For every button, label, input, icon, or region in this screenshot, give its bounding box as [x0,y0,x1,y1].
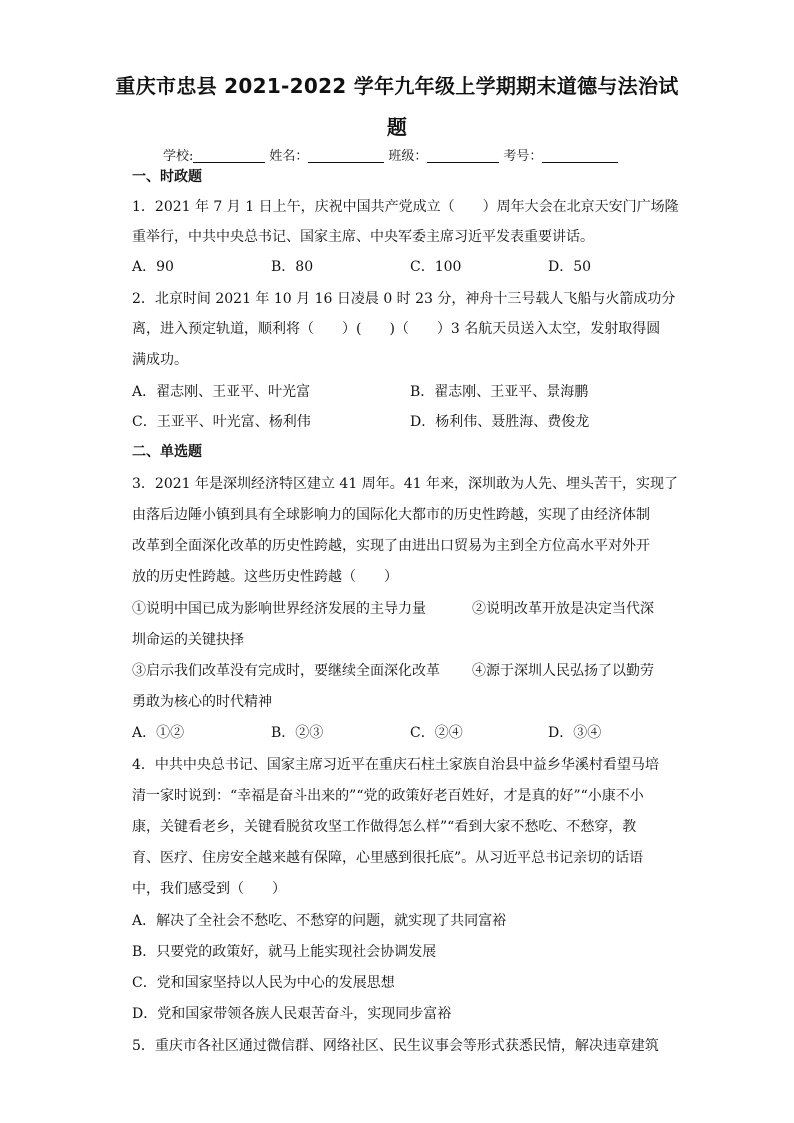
q1-option-c: C．100 [410,259,462,275]
q3-statement-1: ①说明中国已成为影响世界经济发展的主导力量 [132,601,426,617]
name-label: 姓名： [269,149,309,164]
q2-stem-line: 满成功。 [132,352,188,368]
q3-option-d: D．③④ [548,725,602,741]
q4-option-c: C．党和国家坚持以人民为中心的发展思想 [132,975,395,991]
exam-no-label: 考号： [503,149,543,164]
q3-stem-line: 由落后边陲小镇到具有全球影响力的国际化大都市的历史性跨越，实现了由经济体制 [132,507,650,523]
section-heading-single-choice: 二、单选题 [132,444,202,460]
q2-option-b: B．翟志刚、王亚平、景海鹏 [410,384,589,400]
q3-option-c: C．②④ [410,725,463,741]
school-label: 学校: [163,149,194,164]
q4-option-b: B．只要党的政策好，就马上能实现社会协调发展 [132,944,437,960]
section-heading-current-affairs: 一、时政题 [132,169,202,185]
q2-option-a: A．翟志刚、王亚平、叶光富 [132,384,311,400]
q3-stem-line: 放的历史性跨越。这些历史性跨越（ ） [132,569,398,585]
q3-statement-3: ③启示我们改革没有完成时，要继续全面深化改革 [132,663,440,679]
q3-stem-line: 改革到全面深化改革的历史性跨越，实现了由进出口贸易为主到全方位高水平对外开 [132,538,650,554]
q1-option-a: A．90 [132,259,174,275]
q1-stem-line: 重举行，中共中央总书记、国家主席、中央军委主席习近平发表重要讲话。 [132,229,594,245]
q2-stem-line: 离，进入预定轨道，顺利将（ ）( )（ ）3 名航天员送入太空，发射取得圆 [132,321,661,337]
q2-stem-line: 2．北京时间 2021 年 10 月 16 日凌晨 0 时 23 分，神舟十三号载人飞船与火箭成功分 [132,291,676,307]
class-blank[interactable] [427,148,499,163]
q3-statement-2-cont: 圳命运的关键抉择 [132,632,244,648]
q1-option-d: D．50 [548,259,592,275]
q3-option-a: A．①② [132,725,185,741]
q4-stem-line: 清一家时说到：“幸福是奋斗出来的”“党的政策好老百姓好，才是真的好”“小康不小 [132,788,644,804]
q3-statement-4: ④源于深圳人民弘扬了以勤劳 [472,663,654,679]
q3-stem-line: 3．2021 年是深圳经济特区建立 41 周年。41 年来，深圳敢为人先、埋头苦干，实现了 [132,476,678,492]
q4-stem-line: 康，关键看老乡，关键看脱贫攻坚工作做得怎么样”“看到大家不愁吃、不愁穿，教 [132,819,637,835]
q4-option-d: D．党和国家带领各族人民艰苦奋斗，实现同步富裕 [132,1006,452,1022]
student-info-row [163,145,622,164]
q2-option-d: D．杨利伟、聂胜海、费俊龙 [410,414,590,430]
q4-option-a: A．解决了全社会不愁吃、不愁穿的问题，就实现了共同富裕 [132,913,507,929]
exam-no-blank[interactable] [542,148,618,163]
name-blank[interactable] [308,148,384,163]
q2-option-c: C．王亚平、叶光富、杨利伟 [132,414,311,430]
q1-option-b: B．80 [271,259,314,275]
exam-title-line1: 重庆市忠县 2021-2022 学年九年级上学期期末道德与法治试 [115,74,679,98]
q4-stem-line: 中，我们感受到（ ） [132,881,286,897]
q5-stem-line: 5．重庆市各社区通过微信群、网络社区、民生议事会等形式获悉民情，解决违章建筑 [132,1038,659,1054]
q4-stem-line: 4．中共中央总书记、国家主席习近平在重庆石柱土家族自治县中益乡华溪村看望马培 [132,757,659,773]
q1-stem-line: 1．2021 年 7 月 1 日上午，庆祝中国共产党成立（ ）周年大会在北京天安门广场隆 [132,199,679,215]
class-label: 班级： [388,149,428,164]
q3-option-b: B．②③ [271,725,324,741]
exam-title-line2: 题 [386,115,408,139]
q3-statement-4-cont: 勇敢为核心的时代精神 [132,694,272,710]
school-blank[interactable] [193,148,265,163]
q4-stem-line: 育、医疗、住房安全越来越有保障，心里感到很托底”。从习近平总书记亲切的话语 [132,850,644,866]
q3-statement-2: ②说明改革开放是决定当代深 [472,601,654,617]
